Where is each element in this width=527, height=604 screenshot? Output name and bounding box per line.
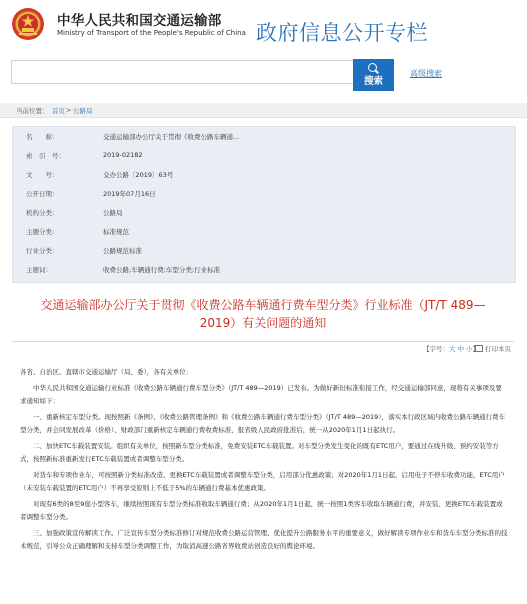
body-paragraph: 三、加强政策宣传解读工作。广泛宣传车型分类标准修订对规范收费公路运营管理、优化提升公路服务水平的重要意义，做好解读专项作业车和货车车型分类标准的技术规范，引导公众正确理解和支持车型分类调整工作，为取消高速公路省界收费站创造良好的舆论环境。 [20,529,508,550]
body-paragraph: 各省、自治区、直辖市交通运输厅（局、委），各有关单位： [20,368,193,376]
column-title: 政府信息公开专栏 [256,21,428,45]
metadata-key: 机构分类： [26,209,59,217]
metadata-row-index [13,151,515,167]
font-size-medium-link[interactable]: 中 [457,345,465,353]
metadata-value: 交办公路〔2019〕63号 [103,171,174,179]
metadata-table [12,126,516,283]
metadata-key: 行业分类： [26,247,59,255]
ministry-name-cn: 中华人民共和国交通运输部 [57,13,222,29]
document-body [20,366,508,556]
breadcrumb-home-link[interactable]: 首页 [52,107,65,115]
metadata-value: 公路规范标准 [103,247,142,255]
font-size-suffix: 】 [472,345,480,353]
font-size-control [423,344,479,353]
metadata-row-doc-number [13,170,515,186]
metadata-row-publish-date [13,189,515,205]
search-input[interactable] [11,60,354,84]
search-button-label: 搜索 [363,76,383,87]
print-label: 打印本页 [485,345,511,353]
metadata-row-agency [13,208,515,224]
search-button[interactable] [353,59,394,91]
metadata-key: 公开日期： [26,190,59,198]
body-paragraph: 一、重新核定车型分类。现按照新《条例》、《收费公路管理条例》和《收费公路车辆通行费车型分类》（JT/T 489—2019），落实本行政区域内收费公路车辆通行费车型分类，并会同发展改革（价格）、财政部门重新核定车辆通行费收费标准，报省级人民政府批准后，统一从2020年1月1日起执行。 [20,413,506,434]
document-title-line: 2019）有关问题的通知 [199,316,327,330]
font-size-small-link[interactable]: 小 [466,345,473,353]
metadata-key: 索 引 号： [26,152,65,160]
search-icon [368,63,377,72]
metadata-row-name [13,132,515,148]
metadata-key: 文 号： [26,171,59,179]
ministry-name-en: Ministry of Transport of the People's Republic of China [57,29,246,37]
body-paragraph: 中华人民共和国交通运输行业标准《收费公路车辆通行费车型分类》（JT/T 489—2019）已发布。为做好新旧标准衔接工作，经交通运输部同意，现将有关事项及要求通知如下： [20,384,502,405]
printer-icon [472,345,483,353]
font-size-prefix: 【字号： [423,345,449,353]
metadata-value: 2019年07月16日 [103,190,156,198]
national-emblem-icon [11,6,45,42]
metadata-key: 名 称： [26,133,59,141]
metadata-value: 公路局 [103,209,123,217]
font-size-large-link[interactable]: 大 [449,345,456,353]
breadcrumb [0,103,527,118]
breadcrumb-current-link[interactable]: 公路局 [73,107,93,115]
metadata-value: 收费公路;车辆通行费;车型分类;行业标准 [103,266,221,274]
title-divider [12,341,514,342]
print-page-button[interactable] [472,344,511,353]
metadata-value: 2019-02182 [103,151,143,159]
breadcrumb-separator: > [66,106,72,114]
metadata-value: 标准规范 [103,228,129,236]
metadata-value: 交通运输部办公厅关于贯彻《收费公路车辆通... [103,133,240,141]
document-title [12,296,514,332]
advanced-search-link[interactable]: 高级搜索 [410,69,442,78]
body-paragraph: 对货车和专项作业车，可按照新分类标准改造、更换ETC车载装置或者调整车型分类，启用部分优惠政策；对2020年1月1日起，启用电子不停车收费功能，ETC用户（未安装车载装置的ETC用户）不再享受原则上不低于5%的车辆通行费基本优惠政策。 [20,471,505,492]
site-header [0,0,527,58]
metadata-key: 主题分类： [26,228,59,236]
metadata-row-industry [13,246,515,262]
document-title-line: 交通运输部办公厅关于贯彻《收费公路车辆通行费车型分类》行业标准（JT/T 489— [40,298,486,312]
metadata-row-topic [13,227,515,243]
metadata-key: 主题词： [26,266,52,274]
body-paragraph: 对现有6类的8至9座小型客车，继续按照现有车型分类标准收取车辆通行费；从2020年1月1日起，统一按照1类客车收取车辆通行费，并安装、更换ETC车载装置或者调整车型分类。 [20,500,503,521]
breadcrumb-prefix: 当前位置： [16,107,49,115]
metadata-row-keywords [13,265,515,281]
body-paragraph: 二、加快ETC车载装置安装。组织有关单位，按照新车型分类标准，免费安装ETC车载装置。对车型分类发生变化的既有ETC用户，要通过在线升级、预约安装等方式，按照新标准重新发行ETC车载装置或者调整车型分类。 [20,442,499,463]
